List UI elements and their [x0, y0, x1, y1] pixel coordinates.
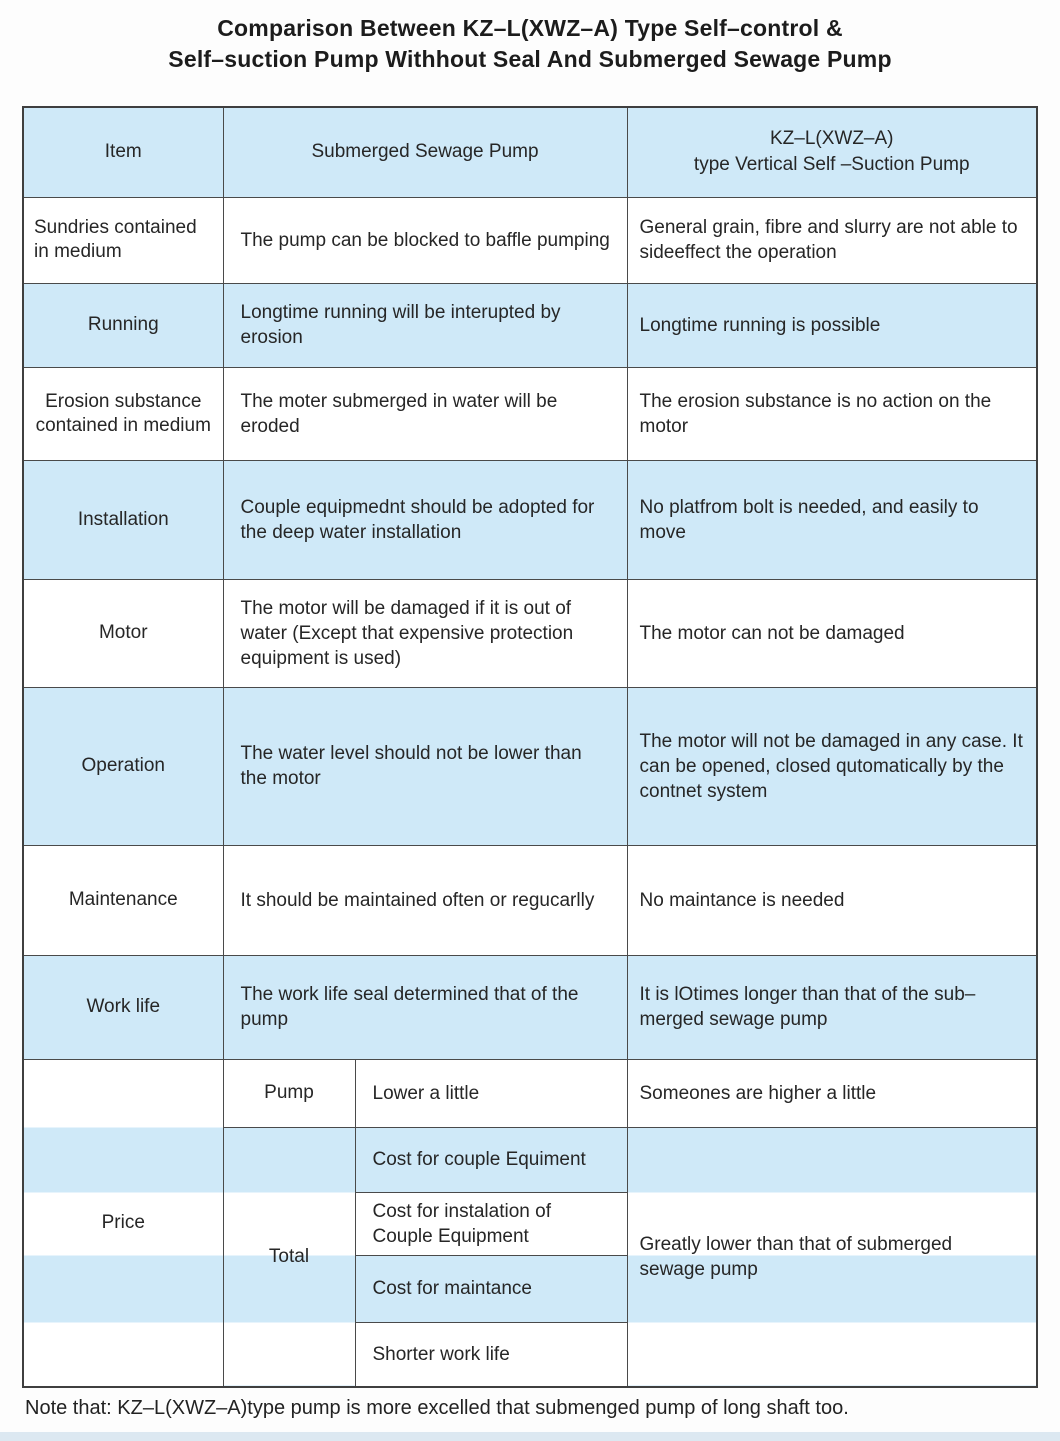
item-label: Erosion substance contained in medium [23, 367, 223, 460]
kzl-value: General grain, fibre and slurry are not able to sideeffect the operation [627, 197, 1037, 283]
header-row [23, 107, 1037, 197]
header-kzl-line1: KZ–L(XWZ–A) [769, 128, 894, 150]
table-row [23, 367, 1037, 460]
submerged-value: Longtime running will be interupted by erosion [223, 283, 627, 367]
price-pump-submerged: Lower a little [355, 1059, 627, 1127]
table-row [23, 460, 1037, 579]
price-cost-item: Cost for maintance [355, 1255, 627, 1322]
kzl-value: The motor can not be damaged [627, 579, 1037, 687]
table-row [23, 283, 1037, 367]
header-cell-item: Item [23, 107, 223, 197]
kzl-value: The erosion substance is no action on the motor [627, 367, 1037, 460]
table-row [23, 845, 1037, 955]
kzl-value: No platfrom bolt is needed, and easily to move [627, 460, 1037, 579]
header-cell-submerged: Submerged Sewage Pump [223, 107, 627, 197]
submerged-value: The moter submerged in water will be eroded [223, 367, 627, 460]
item-label: Installation [23, 460, 223, 579]
submerged-value: The work life seal determined that of the pump [223, 955, 627, 1059]
submerged-value: The motor will be damaged if it is out of water (Except that expensive protection equipment is used) [223, 579, 627, 687]
price-pump-kzl: Someones are higher a little [627, 1059, 1037, 1127]
header-kzl-line2: type Vertical Self –Suction Pump [693, 154, 970, 176]
item-label-price: Price [23, 1059, 223, 1387]
kzl-value: No maintance is needed [627, 845, 1037, 955]
table-row [23, 955, 1037, 1059]
submerged-value: The pump can be blocked to baffle pumping [223, 197, 627, 283]
table-row [23, 687, 1037, 845]
kzl-value: The motor will not be damaged in any case. It can be opened, closed qutomatically by the contnet system [627, 687, 1037, 845]
document-title-line1: Comparison Between KZ–L(XWZ–A) Type Self–control & [217, 15, 843, 41]
kzl-value: Longtime running is possible [627, 283, 1037, 367]
price-cost-item: Shorter work life [355, 1322, 627, 1387]
price-pump-row [23, 1059, 1037, 1127]
comparison-table [22, 106, 1038, 1388]
item-label: Work life [23, 955, 223, 1059]
submerged-value: Couple equipmednt should be adopted for the deep water installation [223, 460, 627, 579]
document-title [0, 13, 1060, 75]
item-label: Sundries contained in medium [23, 197, 223, 283]
price-cost-item: Cost for instalation of Couple Equipment [355, 1192, 627, 1255]
item-label: Motor [23, 579, 223, 687]
header-cell-kzl [627, 107, 1037, 197]
submerged-value: It should be maintained often or regucarlly [223, 845, 627, 955]
document-title-line2: Self–suction Pump Withhout Seal And Submerged Sewage Pump [168, 46, 892, 72]
bottom-strip-decoration [0, 1432, 1060, 1441]
price-cost-item: Cost for couple Equiment [355, 1127, 627, 1192]
table-row [23, 579, 1037, 687]
price-total-kzl: Greatly lower than that of submerged sewage pump [627, 1127, 1037, 1387]
submerged-value: The water level should not be lower than the motor [223, 687, 627, 845]
kzl-value: It is lOtimes longer than that of the sub–merged sewage pump [627, 955, 1037, 1059]
item-label: Operation [23, 687, 223, 845]
footnote: Note that: KZ–L(XWZ–A)type pump is more excelled that submenged pump of long shaft too. [25, 1397, 849, 1419]
table-row [23, 197, 1037, 283]
price-pump-label: Pump [223, 1059, 355, 1127]
item-label: Running [23, 283, 223, 367]
price-total-label: Total [223, 1127, 355, 1387]
item-label: Maintenance [23, 845, 223, 955]
